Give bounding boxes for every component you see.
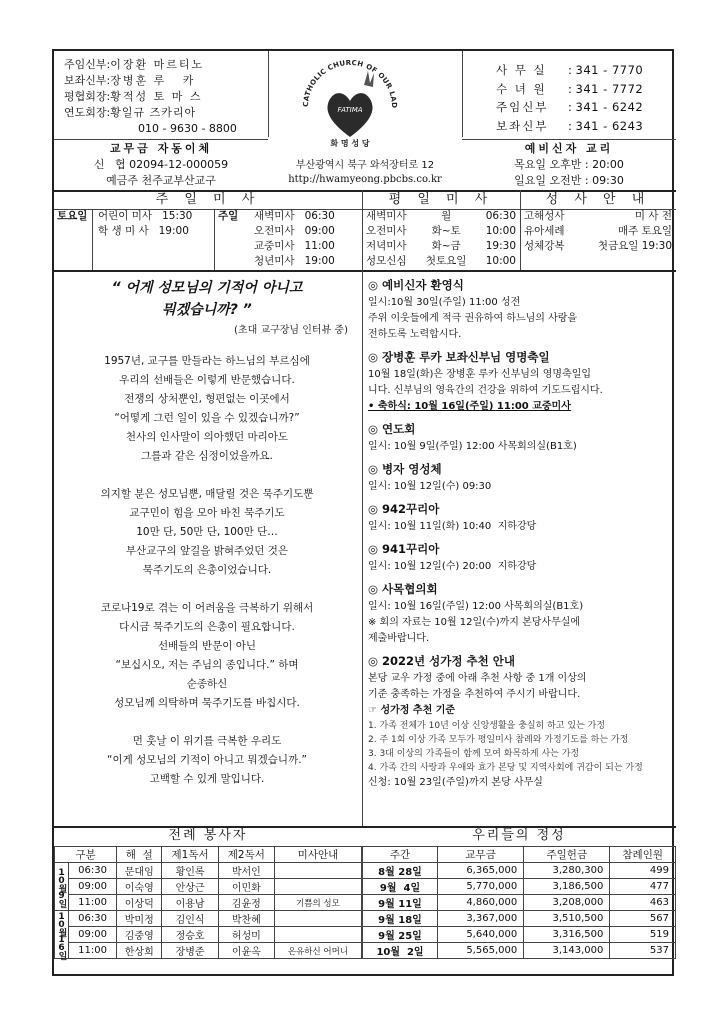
notice-title: ◎ 2022년 성가정 추천 안내	[368, 654, 515, 668]
table-row: 11:00 한상희 장병준 이윤옥 온유하신 어머니	[55, 943, 362, 959]
sunday-mass-list	[254, 209, 335, 269]
website-link[interactable]: http://hwamyeong.pbcbs.co.kr	[288, 174, 442, 185]
notices: ◎ 예비신자 환영식 일시:10월 30일(주일) 11:00 성전 주위 이웃들에게 적극 권유하여 하느님의 사랑을 전하도록 노력합시다. ◎ 장병훈 루카 보좌신부님 영명축일 10월 18일(화)은 장병훈 루카 신부님의 영명축일입 니다. 신부님의 영육간의 건강을 위하여 기도드립시다. • 축하식: 10월 16일(주일) 11:00 교중미사 ◎ 연도회 일시: 10월 9일(주일) 12:00 사목회의실(B1호) ◎ 병자 영성체 일시: 10월 12일(수) 09:30 ◎ 942꾸리아 일시: 10월 11일(화) 10:40 지하강당 ◎ 941꾸리아 일시: 10월 12일(수) 20:00 지하강당 ◎ 사목협의회 일시: 10월 16일(주일) 12:00 사목회의실(B1호) ※ 회의 자료는 10월 12일(수)까지 본당사무실에 제출바랍니다. ◎ 2022년 성가정 추천 안내 본당 교우 가정 중에 아래 추천 사항 중 1개 이상의 기준 충족하는 가정을 추천하여 주시기 바랍니다. ☞ 성가정 추천 기준 1. 가족 전체가 10년 이상 신앙생활을 충실히 하고 있는 가정 2. 주 1회 이상 가족 모두가 평일미사 참례와 가정기도를 하는 가정 3. 3대 이상의 가족들이 함께 모여 화목하게 사는 가정 4. 가족 간의 사랑과 우애와 효가 본당 및 지역사회에 귀감이 되는 가정 신청: 10월 23일(주일)까지 본당 사무실	[368, 275, 672, 791]
article-paragraph: 먼 훗날 이 위기를 극복한 우리도 “이게 성모님의 기적이 아니고 뭐겠습니까.” 고백할 수 있게 말입니다.	[107, 735, 307, 785]
article-paragraph: 의지할 분은 성모님뿐, 매달릴 것은 묵주기도뿐 교구민이 힘을 모아 바친 묵주기도 10만 단, 50만 단, 100만 단… 부산교구의 앞길을 밝혀주었던 것은 묵주기도의 은총이었습니다.	[100, 488, 314, 576]
table-row: 9월 11일 4,860,000 3,208,000 463	[363, 895, 676, 911]
col-header: 구분	[55, 847, 117, 863]
table-row: 9월 4일 5,770,000 3,186,500 477	[363, 879, 676, 895]
criteria-title: ☞ 성가정 추천 기준	[368, 705, 456, 716]
table-row: 9월 18일 3,367,000 3,510,500 567	[363, 911, 676, 927]
col-header: 참례인원	[610, 847, 676, 863]
mass-row: 새벽미사 06:30	[254, 210, 335, 222]
article-title-2: 뭐겠습니까? ”	[162, 302, 252, 318]
address-text: 부산광역시 북구 와석장터로 12	[295, 160, 435, 171]
notice-title: ◎ 942꾸리아	[368, 502, 440, 516]
table-row: 10월 2일 5,565,000 3,143,000 537	[363, 943, 676, 959]
notice-title: ◎ 병자 영성체	[368, 462, 442, 476]
staff-row: 주임신부:이장환 마르티노	[64, 58, 205, 71]
bulletin-page	[52, 49, 674, 976]
staff-list	[64, 57, 274, 137]
staff-row: 보좌신부:장병훈 루 카	[64, 74, 196, 87]
table-row: 10월16일 06:30 박미정 김인식 박찬혜	[55, 911, 362, 927]
office-row: 주임신부 : 341 - 6242	[496, 100, 644, 114]
sunday-mass-title: 주 일 미 사	[155, 192, 261, 207]
col-header: 제1독서	[162, 847, 218, 863]
sacrament-title: 성 사 안 내	[545, 192, 651, 207]
bank-account: 신 협 02094-12-000059	[93, 158, 229, 171]
col-header: 해 설	[117, 847, 162, 863]
col-header: 교무금	[438, 847, 524, 863]
table-row: 09:00 이숙영 안상근 이민화	[55, 879, 362, 895]
sacrament-row: 성체강복 첫금요일 19:30	[524, 240, 672, 252]
col-header: 주간	[363, 847, 438, 863]
mass-row: 교중미사 11:00	[254, 240, 335, 252]
catechism-info	[462, 141, 676, 189]
parish-logo	[280, 55, 420, 147]
mass-row: 성모신심 첫토요일 10:00	[366, 255, 516, 267]
sunday-label: 주일	[218, 210, 239, 222]
article-paragraph: 1957년, 교구를 만들라는 하느님의 부르심에 우리의 선배들은 이렇게 반문했습니다. 전쟁의 상처뿐인, 형편없는 이곳에서 “어떻게 그런 일이 있을 수 있겠습니까?” 천사의 인사말이 의아했던 마리아도 그를과 같은 심정이었을까요.	[104, 355, 310, 462]
office-row: 사 무 실 : 341 - 7770	[496, 63, 644, 77]
notice-footer: 신청: 10월 23일(주일)까지 본당 사무실	[368, 777, 543, 788]
logo-inner-text: FATIMA	[337, 106, 363, 114]
bank-transfer-info	[54, 141, 268, 189]
mass-row: 새벽미사 월 06:30	[366, 210, 516, 222]
staff-row: 연도회장:황일규 즈카리아	[64, 106, 197, 119]
mass-row: 어린이 미사 15:30	[98, 210, 193, 222]
article	[62, 277, 352, 808]
notice-title: ◎ 연도회	[368, 422, 416, 436]
office-row: 보좌신부 : 341 - 6243	[496, 118, 644, 133]
col-header: 주일헌금	[524, 847, 610, 863]
article-paragraph: 코로나19로 겪는 이 어려움을 극복하기 위해서 다시금 묵주기도의 은총이 필요합니다. 선배들의 반문이 아닌 “보십시오, 저는 주님의 종입니다.” 하며 순종하신 성모님께 의탁하며 묵주기도를 바칩시다.	[100, 602, 314, 709]
col-header: 미사안내	[274, 847, 361, 863]
col-header: 제2독서	[218, 847, 274, 863]
saturday-label: 토요일	[57, 210, 88, 222]
sacrament-row: 고해성사 미 사 전	[524, 210, 672, 222]
catechism-time-2: 일요일 오전반 : 09:30	[514, 174, 624, 187]
logo-korean-text: 화 명 성 당	[330, 139, 370, 147]
date-cell: 10월16일	[56, 911, 67, 958]
article-title-1: “ 어게 성모님의 기적어 아니고	[111, 280, 303, 296]
notice-title: ◎ 예비신자 환영식	[368, 278, 464, 292]
table-row: 09:00 김중영 정승호 허성미	[55, 927, 362, 943]
weekday-mass-title: 평 일 미 사	[388, 192, 494, 207]
mass-row: 저녁미사 화~금 19:30	[366, 240, 516, 252]
notice-highlight: • 축하식: 10월 16일(주일) 11:00 교중미사	[368, 401, 571, 412]
weekday-mass-list	[366, 209, 516, 269]
table-row: 11:00 이상덕 이용남 김윤정 기쁨의 성모	[55, 895, 362, 911]
saturday-mass-list	[98, 209, 192, 239]
date-cell: 10월9일	[55, 863, 69, 911]
table-row: 9월 25일 5,640,000 3,316,500 519	[363, 927, 676, 943]
office-phones	[496, 61, 672, 135]
staff-phone: 010 - 9630 - 8800	[138, 122, 237, 135]
catechism-title: 예비신자 교리	[524, 142, 614, 155]
bank-title: 교무금 자동이체	[109, 142, 213, 155]
servers-title: 전례 봉사자	[168, 828, 248, 843]
table-row: 10월9일 06:30 문대임 황인록 박서인	[55, 863, 362, 879]
mass-row: 오전미사 화~토 10:00	[366, 225, 516, 237]
offerings-table	[362, 846, 676, 959]
sacrament-row: 유아세례 매주 토요일	[524, 225, 672, 237]
mass-row: 학 생 미 사 19:00	[98, 225, 189, 237]
notice-title: ◎ 941꾸리아	[368, 542, 440, 556]
notice-title: ◎ 장병훈 루카 보좌신부님 영명축일	[368, 350, 550, 364]
office-row: 수 녀 원 : 341 - 7772	[496, 81, 644, 96]
offerings-title: 우리들의 정성	[472, 828, 566, 843]
sacrament-list	[524, 209, 672, 254]
logo-text: CATHOLIC CHURCH OF OUR LAD	[301, 58, 399, 108]
notice-title: ◎ 사목협의회	[368, 582, 438, 596]
catechism-time-1: 목요일 오후반 : 20:00	[514, 158, 624, 171]
staff-row: 평협회장:황적성 토 마 스	[64, 90, 203, 103]
mass-row: 오전미사 09:00	[254, 225, 335, 237]
fatima-emblem-icon	[280, 55, 420, 147]
mass-row: 청년미사 19:00	[254, 255, 335, 267]
article-source: (초대 교구장님 인터뷰 중)	[234, 325, 348, 336]
bank-holder: 예금주 천주교부산교구	[106, 174, 216, 187]
table-row: 8월 28일 6,365,000 3,280,300 499	[363, 863, 676, 879]
parish-address	[268, 159, 462, 187]
servers-table	[54, 846, 362, 959]
